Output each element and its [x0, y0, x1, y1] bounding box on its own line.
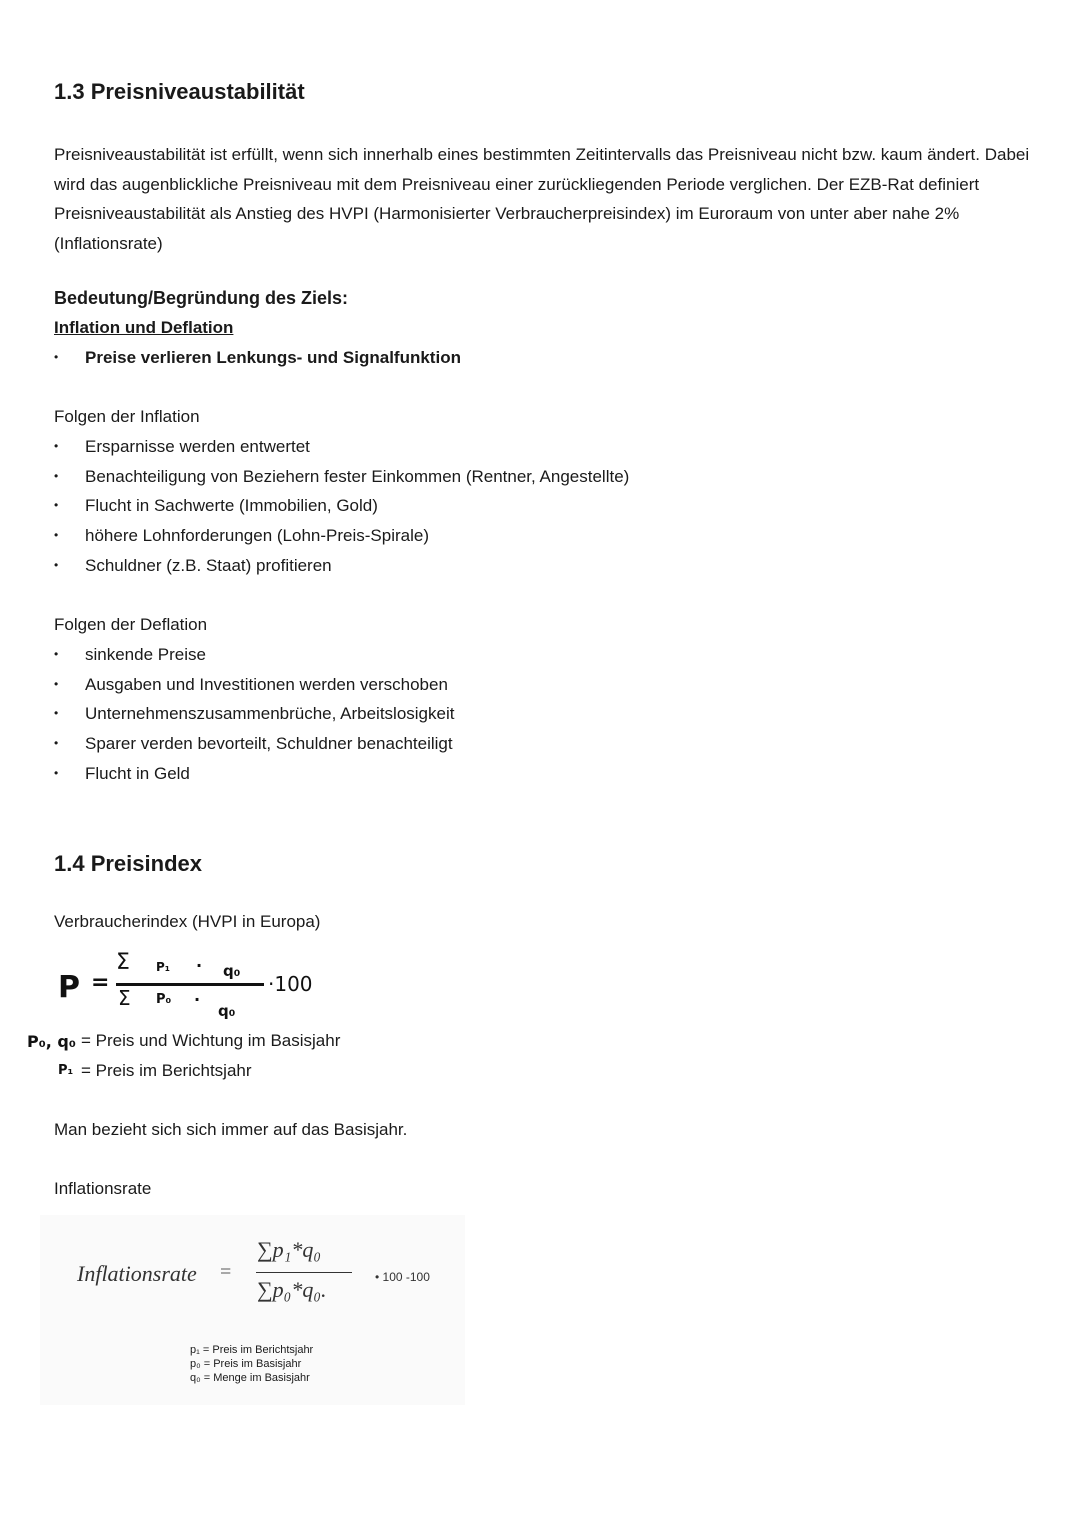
inflation-formula-suffix: • 100 -100	[375, 1270, 430, 1284]
key-point-item: • Preise verlieren Lenkungs- und Signalfunktion	[54, 343, 461, 373]
deflation-consequences-title: Folgen der Deflation	[54, 615, 208, 634]
list-item: • Ersparnisse werden entwertet	[54, 432, 629, 462]
deflation-consequences-list	[54, 640, 454, 788]
key-point-list	[54, 343, 461, 373]
denominator-dot: ·	[194, 990, 201, 1009]
numerator-dot: ·	[196, 956, 203, 975]
price-index-formula	[58, 948, 358, 1028]
list-item: • Schuldner (z.B. Staat) profitieren	[54, 551, 629, 581]
inflation-formula-lhs: Inflationsrate	[77, 1261, 197, 1286]
legend-1-text: = Preis und Wichtung im Basisjahr	[81, 1031, 341, 1050]
denominator-q0: q₀	[218, 1002, 236, 1020]
list-item: • sinkende Preise	[54, 640, 454, 670]
list-item: • Flucht in Geld	[54, 759, 454, 789]
stability-paragraph: Preisniveaustabilität ist erfüllt, wenn sich innerhalb eines bestimmten Zeitintervalls das Preisniveau nicht bzw. kaum ändert. Dabei wird das augenblickliche Preisniveau mit dem Preisniveau einer zurückliegenden Periode verglichen. Der EZB-Rat definiert Preisniveaustabilität als Anstieg des HVPI (Harmonisierter Verbraucherpreisindex) im Euroraum von unter aber nahe 2% (Inflationsrate)	[54, 145, 1030, 254]
inflation-formula-legend	[190, 1343, 313, 1385]
legend-line: p₁ = Preis im Berichtsjahr	[190, 1344, 314, 1356]
consumer-index-label: Verbraucherindex (HVPI in Europa)	[54, 912, 321, 931]
list-item: • Ausgaben und Investitionen werden verschoben	[54, 670, 454, 700]
legend-line: q₀ = Menge im Basisjahr	[190, 1372, 310, 1384]
inflation-consequences-list	[54, 432, 629, 580]
inflation-rate-label: Inflationsrate	[54, 1179, 152, 1198]
list-item: • höhere Lohnforderungen (Lohn-Preis-Spirale)	[54, 521, 629, 551]
legend-line: p₀ = Preis im Basisjahr	[190, 1358, 302, 1370]
sigma-numerator: Σ	[116, 950, 130, 975]
goal-subheading: Bedeutung/Begründung des Ziels:	[54, 288, 349, 308]
numerator-p1: P₁	[156, 960, 171, 974]
fraction-bar	[116, 983, 264, 986]
inflation-deflation-heading: Inflation und Deflation	[54, 318, 234, 337]
formula-factor: ·100	[268, 972, 313, 996]
list-item: • Unternehmenszusammenbrüche, Arbeitslosigkeit	[54, 699, 454, 729]
inflation-fraction-bar	[256, 1272, 352, 1273]
numerator-q0: q₀	[223, 962, 241, 980]
inflation-formula-equals: =	[220, 1261, 232, 1283]
formula-lhs: P	[58, 970, 80, 1005]
legend-1-symbol: P₀, q₀	[27, 1032, 76, 1051]
list-item: • Flucht in Sachwerte (Immobilien, Gold)	[54, 491, 629, 521]
inflation-formula-denominator: ∑p₀*q₀.	[257, 1277, 327, 1302]
formula-equals: =	[91, 970, 110, 995]
basis-year-note: Man bezieht sich sich immer auf das Basisjahr.	[54, 1120, 408, 1139]
section-title-1-3: 1.3 Preisniveaustabilität	[54, 79, 305, 104]
section-title-1-4: 1.4 Preisindex	[54, 851, 202, 876]
legend-2-symbol: P₁	[58, 1063, 74, 1078]
inflation-formula-numerator: ∑p₁*q₀	[257, 1237, 321, 1262]
inflation-consequences-title: Folgen der Inflation	[54, 407, 200, 426]
inflation-rate-formula	[40, 1215, 465, 1405]
list-item: • Benachteiligung von Beziehern fester Einkommen (Rentner, Angestellte)	[54, 462, 629, 492]
legend-2-text: = Preis im Berichtsjahr	[81, 1061, 252, 1080]
sigma-denominator: Σ	[118, 986, 131, 1010]
denominator-p0: P₀	[156, 992, 172, 1007]
list-item: • Sparer verden bevorteilt, Schuldner benachteiligt	[54, 729, 454, 759]
